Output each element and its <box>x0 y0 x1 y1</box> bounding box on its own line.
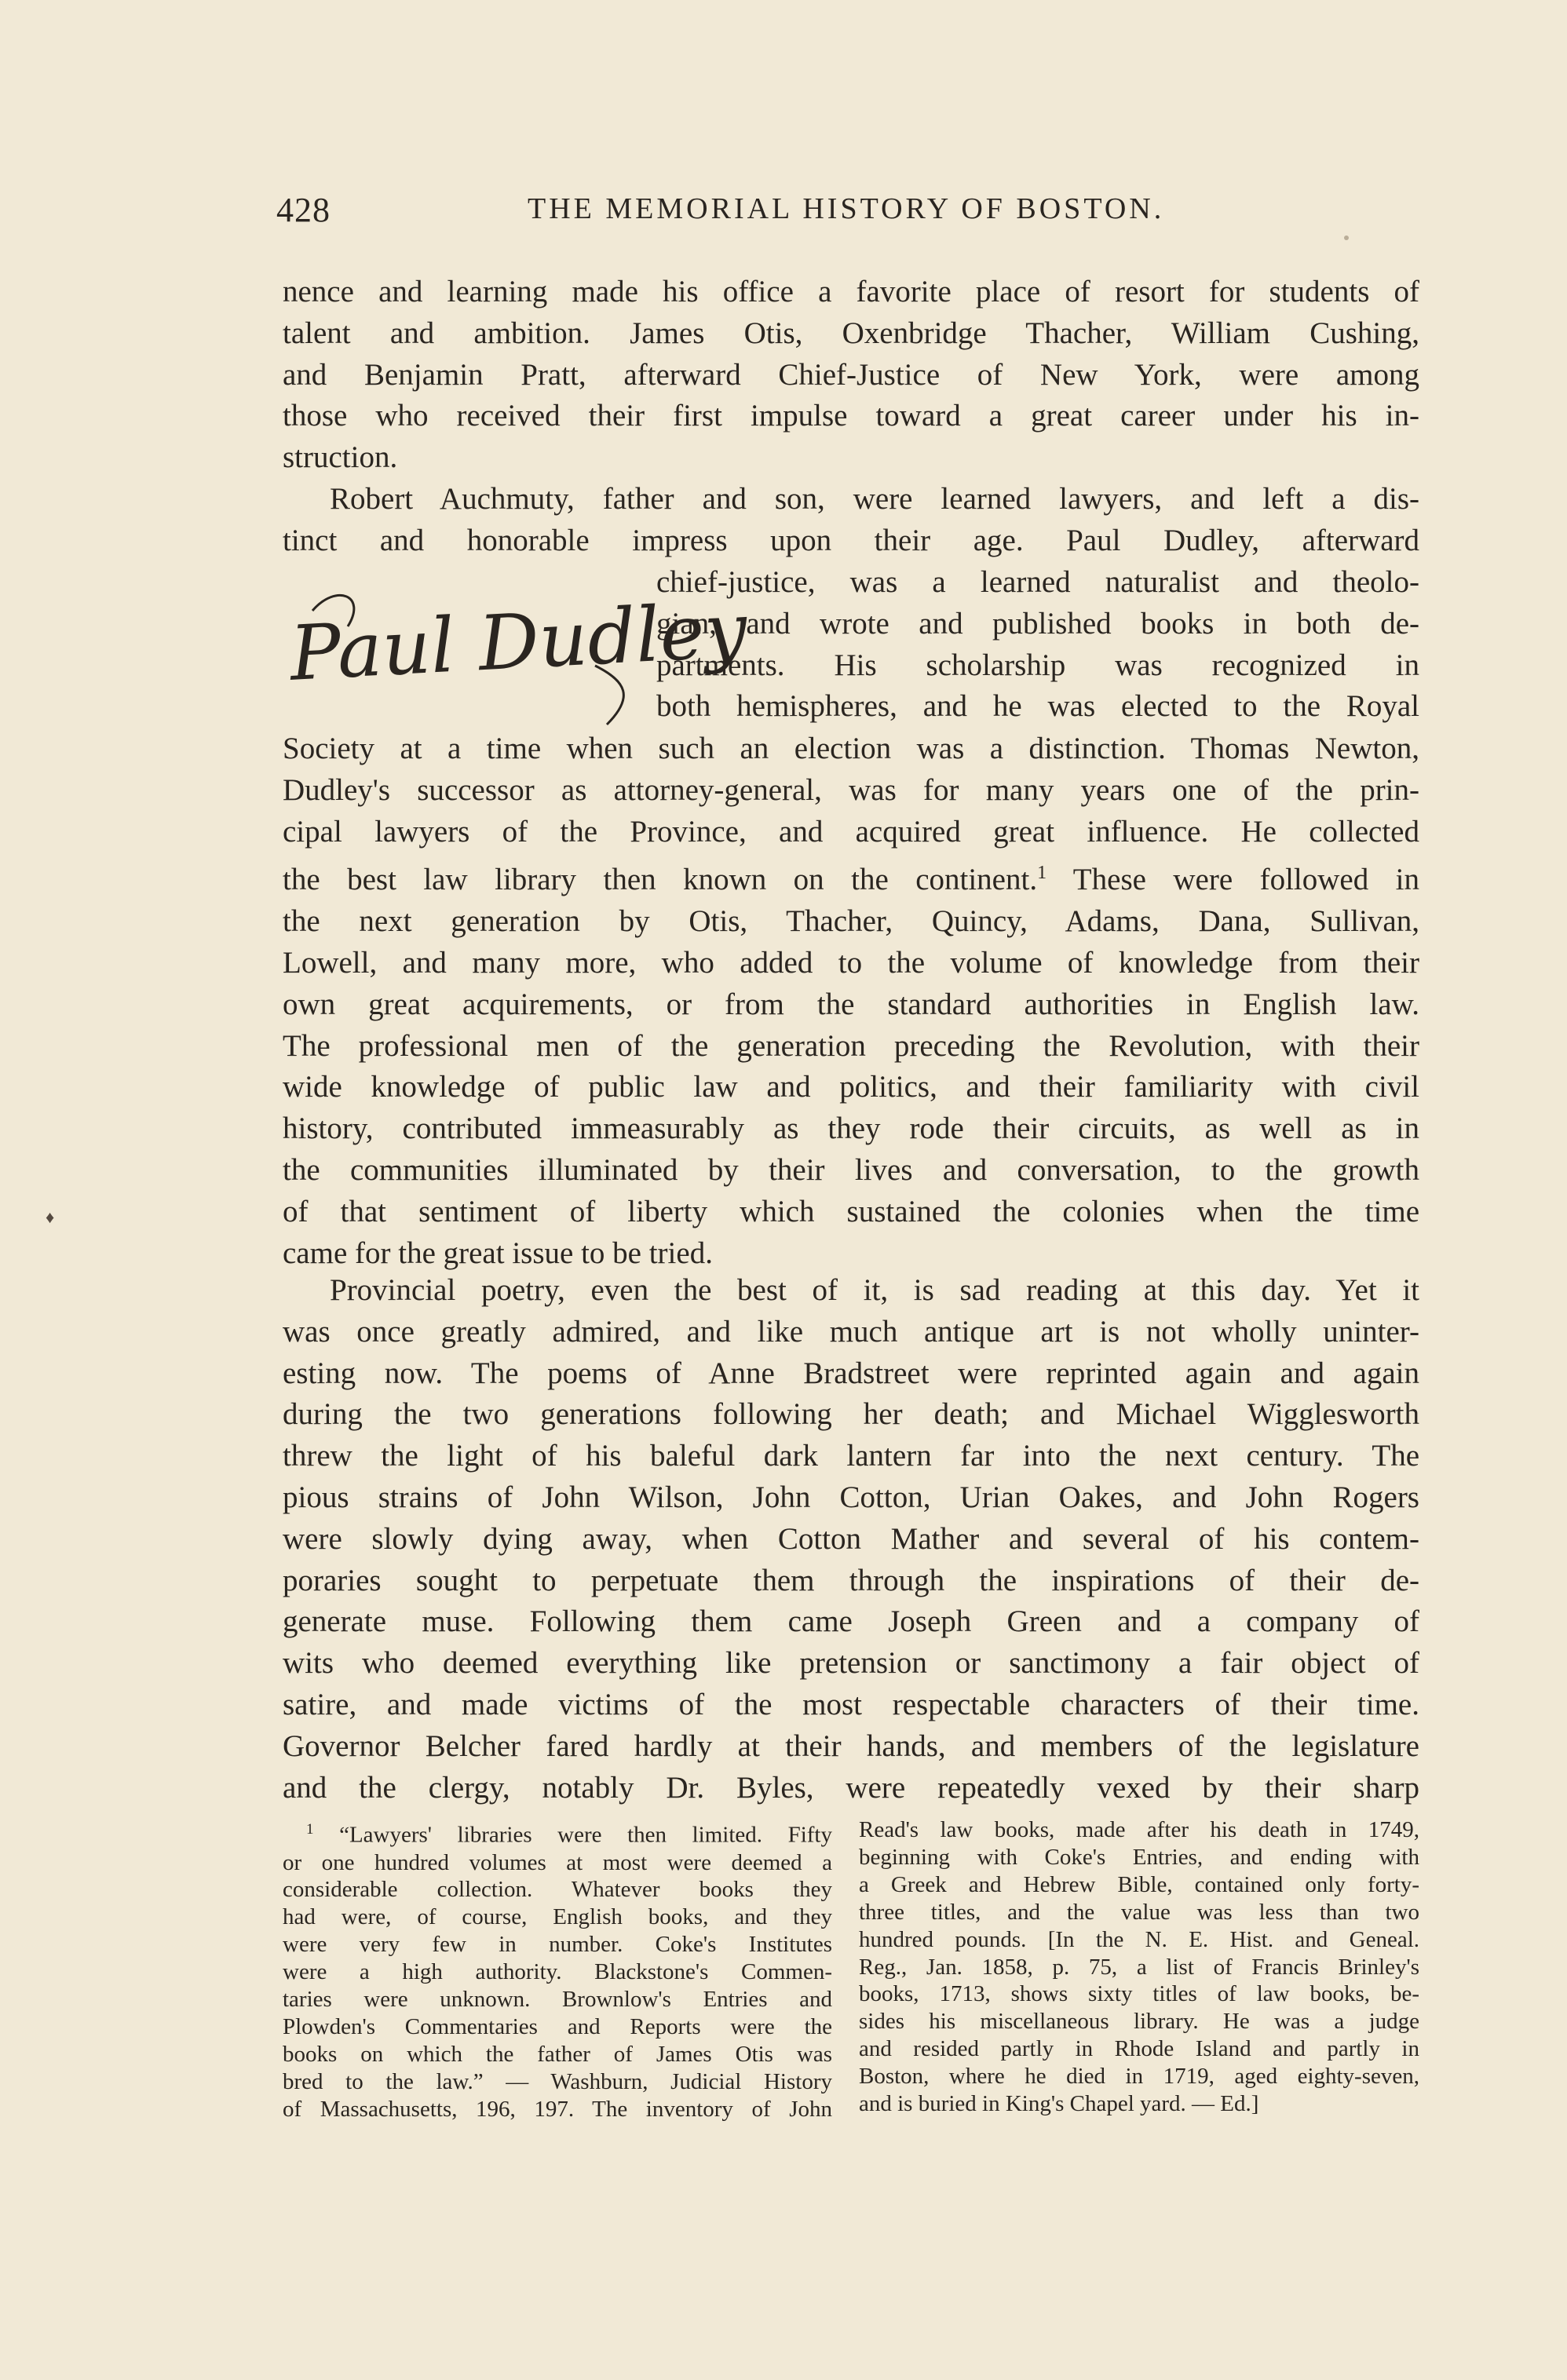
text-line: pious strains of John Wilson, John Cotton, Urian Oakes, and John Rogers <box>283 1480 1419 1514</box>
footnote-line: books on which the father of James Otis was <box>283 2041 832 2067</box>
text-line: nence and learning made his office a favorite place of resort for students of <box>283 275 1419 308</box>
page-number: 428 <box>276 191 331 229</box>
footnote-line: and is buried in King's Chapel yard. — Ed.] <box>859 2091 1259 2117</box>
text-line: gian, and wrote and published books in both de- <box>656 606 1419 641</box>
text-line: the next generation by Otis, Thacher, Quincy, Adams, Dana, Sullivan, <box>283 904 1419 939</box>
footnote-line: considerable collection. Whatever books they <box>283 1877 832 1903</box>
text-line: those who received their first impulse toward a great career under his in- <box>283 399 1419 433</box>
text-line: tinct and honorable impress upon their age. Paul Dudley, afterward <box>283 523 1419 557</box>
text-line: Provincial poetry, even the best of it, is sad reading at this day. Yet it <box>330 1273 1419 1307</box>
text-line: partments. His scholarship was recognized in <box>656 648 1419 682</box>
text-line: wits who deemed everything like pretension or sanctimony a fair object of <box>283 1646 1419 1681</box>
text-line: of that sentiment of liberty which sustained the colonies when the time <box>283 1194 1419 1228</box>
footnote-line: sides his miscellaneous library. He was a judge <box>859 2009 1419 2035</box>
footnote-column-left <box>283 1816 832 2123</box>
text-line: was once greatly admired, and like much antique art is not wholly uninter- <box>283 1314 1419 1349</box>
paper-speck <box>1344 235 1349 240</box>
paragraph-2-start <box>283 479 1419 562</box>
text-line: Robert Auchmuty, father and son, were learned lawyers, and left a dis- <box>330 482 1419 516</box>
text-line: and Benjamin Pratt, afterward Chief-Justice of New York, were among <box>283 357 1419 392</box>
text-line: and the clergy, notably Dr. Byles, were repeatedly vexed by their sharp <box>283 1770 1419 1805</box>
paragraph-3 <box>283 1270 1419 1809</box>
text-segment: These were followed in <box>1046 863 1419 897</box>
footnote-line: had were, of course, English books, and they <box>283 1904 832 1930</box>
footnote-line: Reg., Jan. 1858, p. 75, a list of Francis Brinley's <box>859 1954 1419 1980</box>
text-line: generate muse. Following them came Joseph Green and a company of <box>283 1604 1419 1639</box>
footnote-line <box>283 1816 832 1849</box>
text-line: Dudley's successor as attorney-general, was for many years one of the prin- <box>283 772 1419 807</box>
text-line: wide knowledge of public law and politics, and their familiarity with civil <box>283 1070 1419 1104</box>
text-line: were slowly dying away, when Cotton Mather and several of his contem- <box>283 1521 1419 1556</box>
text-line: both hemispheres, and he was elected to the Royal <box>656 689 1419 724</box>
footnote-line: Read's law books, made after his death in 1749, <box>859 1817 1419 1842</box>
text-line: the communities illuminated by their lives and conversation, to the growth <box>283 1152 1419 1187</box>
paragraph-2-end <box>283 728 1419 1274</box>
text-line: threw the light of his baleful dark lantern far into the next century. The <box>283 1439 1419 1473</box>
text-line: history, contributed immeasurably as they rode their circuits, as well as in <box>283 1112 1419 1146</box>
margin-mark: ♦ <box>46 1207 55 1227</box>
footnote-line: a Greek and Hebrew Bible, contained only forty- <box>859 1871 1419 1897</box>
footnote-marker: 1 <box>306 1821 314 1838</box>
footnote-line: and resided partly in Rhode Island and partly in <box>859 2036 1419 2062</box>
text-line: came for the great issue to be tried. <box>283 1236 713 1270</box>
running-title: THE MEMORIAL HISTORY OF BOSTON. <box>528 192 1165 225</box>
text-line: struction. <box>283 440 398 475</box>
footnote-reference[interactable]: 1 <box>1037 863 1047 884</box>
footnote-line: or one hundred volumes at most were deemed a <box>283 1849 832 1875</box>
signature-text: Paul Dudley <box>287 586 750 698</box>
footnote-line: beginning with Coke's Entries, and ending with <box>859 1844 1419 1870</box>
text-line: poraries sought to perpetuate them through the inspirations of their de- <box>283 1563 1419 1597</box>
footnote-line: Plowden's Commentaries and Reports were the <box>283 2014 832 2039</box>
text-line: during the two generations following her death; and Michael Wigglesworth <box>283 1397 1419 1432</box>
footnote-line: of Massachusetts, 196, 197. The inventory of John <box>283 2096 832 2122</box>
text-line-with-footnote <box>283 852 1419 901</box>
footnotes <box>283 1816 1419 2146</box>
footnote-line: three titles, and the value was less than two <box>859 1899 1419 1925</box>
paul-dudley-signature <box>281 579 750 728</box>
text-line: chief-justice, was a learned naturalist and theolo- <box>656 565 1419 599</box>
text-line: esting now. The poems of Anne Bradstreet were reprinted again and again <box>283 1356 1419 1390</box>
footnote-line: taries were unknown. Brownlow's Entries and <box>283 1987 832 2013</box>
text-segment: the best law library then known on the continent. <box>283 863 1038 897</box>
text-line: Lowell, and many more, who added to the volume of knowledge from their <box>283 945 1419 980</box>
footnote-line: hundred pounds. [In the N. E. Hist. and Geneal. <box>859 1926 1419 1952</box>
text-line: satire, and made victims of the most respectable characters of their time. <box>283 1687 1419 1721</box>
footnote-line: bred to the law.” — Washburn, Judicial History <box>283 2068 832 2094</box>
paragraph-1 <box>283 272 1419 479</box>
footnote-line: Boston, where he died in 1719, aged eighty-seven, <box>859 2064 1419 2090</box>
footnote-line: were a high authority. Blackstone's Commen- <box>283 1959 832 1985</box>
footnote-line: books, 1713, shows sixty titles of law books, be- <box>859 1981 1419 2007</box>
text-line: Society at a time when such an election was a distinction. Thomas Newton, <box>283 732 1419 765</box>
footnote-text: “Lawyers' libraries were then limited. Fifty <box>339 1822 832 1848</box>
footnote-line: were very few in number. Coke's Institutes <box>283 1932 832 1958</box>
footnote-column-right <box>859 1816 1419 2118</box>
text-line: Governor Belcher fared hardly at their hands, and members of the legislature <box>283 1728 1419 1763</box>
paragraph-2-beside-signature <box>656 562 1419 728</box>
text-line: own great acquirements, or from the standard authorities in English law. <box>283 987 1419 1021</box>
text-line: talent and ambition. James Otis, Oxenbridge Thacher, William Cushing, <box>283 316 1419 350</box>
text-line: cipal lawyers of the Province, and acquired great influence. He collected <box>283 814 1419 849</box>
text-line: The professional men of the generation preceding the Revolution, with their <box>283 1028 1419 1063</box>
